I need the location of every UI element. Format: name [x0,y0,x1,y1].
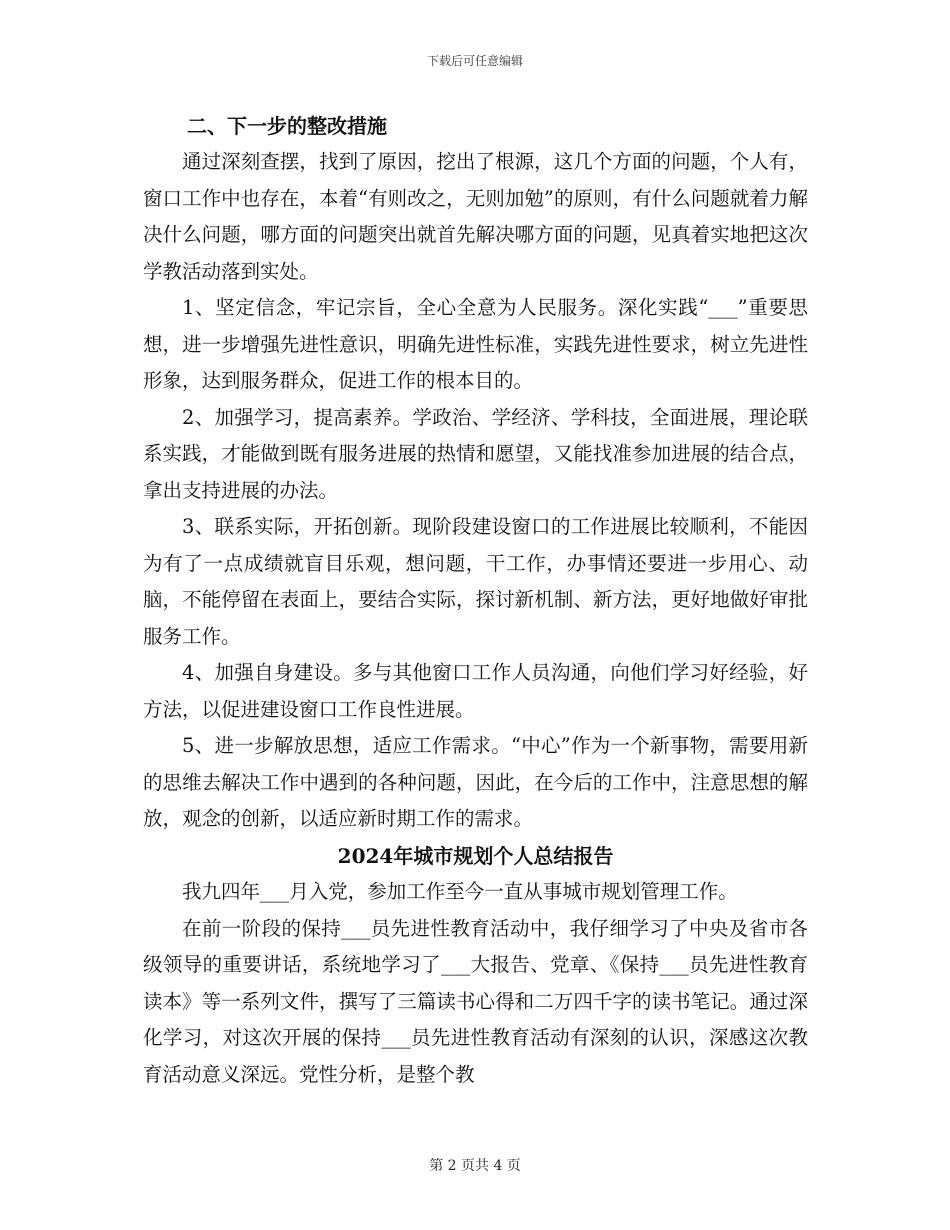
paragraph: 在前一阶段的保持___员先进性教育活动中，我仔细学习了中央及省市各级领导的重要讲话，系统地学习了___大报告、党章、《保持___员先进性教育读本》等一系列文件，撰写了三篇读书心得和二万四千字的读书笔记。通过深化学习，对这次开展的保持___员先进性教育活动有深刻的认识，深感这次教育活动意义深远。党性分析，是整个教 [143,916,808,1086]
paragraph: 2、加强学习，提高素养。学政治、学经济、学科技，全面进展，理论联系实践，才能做到既有服务进展的热情和愿望，又能找准参加进展的结合点，拿出支持进展的办法。 [143,405,808,502]
report-title: 2024年城市规划个人总结报告 [337,843,614,868]
paragraph: 3、联系实际，开拓创新。现阶段建设窗口的工作进展比较顺利，不能因为有了一点成绩就盲目乐观，想问题，干工作，办事情还要进一步用心、动脑，不能停留在表面上，要结合实际，探讨新机制、新方法，更好地做好审批服务工作。 [143,515,808,648]
document-body [143,108,808,1093]
paragraph: 1、坚定信念，牢记宗旨，全心全意为人民服务。深化实践“___”重要思想，进一步增强先进性意识，明确先进性标准，实践先进性要求，树立先进性形象，达到服务群众，促进工作的根本目的。 [143,296,808,392]
section-heading: 二、下一步的整改措施 [187,114,387,138]
page-number: 第 2 页共 4 页 [429,1158,521,1174]
header-note: 下载后可任意编辑 [426,54,523,68]
paragraph: 通过深刻查摆，找到了原因，挖出了根源，这几个方面的问题，个人有，窗口工作中也存在，本着“有则改之，无则加勉”的原则，有什么问题就着力解决什么问题，哪方面的问题突出就首先解决哪方面的问题，见真着实地把这次学教活动落到实处。 [143,150,808,283]
paragraph: 4、加强自身建设。多与其他窗口工作人员沟通，向他们学习好经验，好方法，以促进建设窗口工作良性进展。 [143,661,808,721]
paragraph: 5、进一步解放思想，适应工作需求。“中心”作为一个新事物，需要用新的思维去解决工作中遇到的各种问题，因此，在今后的工作中，注意思想的解放，观念的创新，以适应新时期工作的需求。 [143,734,808,830]
paragraph: 我九四年___月入党，参加工作至今一直从事城市规划管理工作。 [182,880,738,903]
